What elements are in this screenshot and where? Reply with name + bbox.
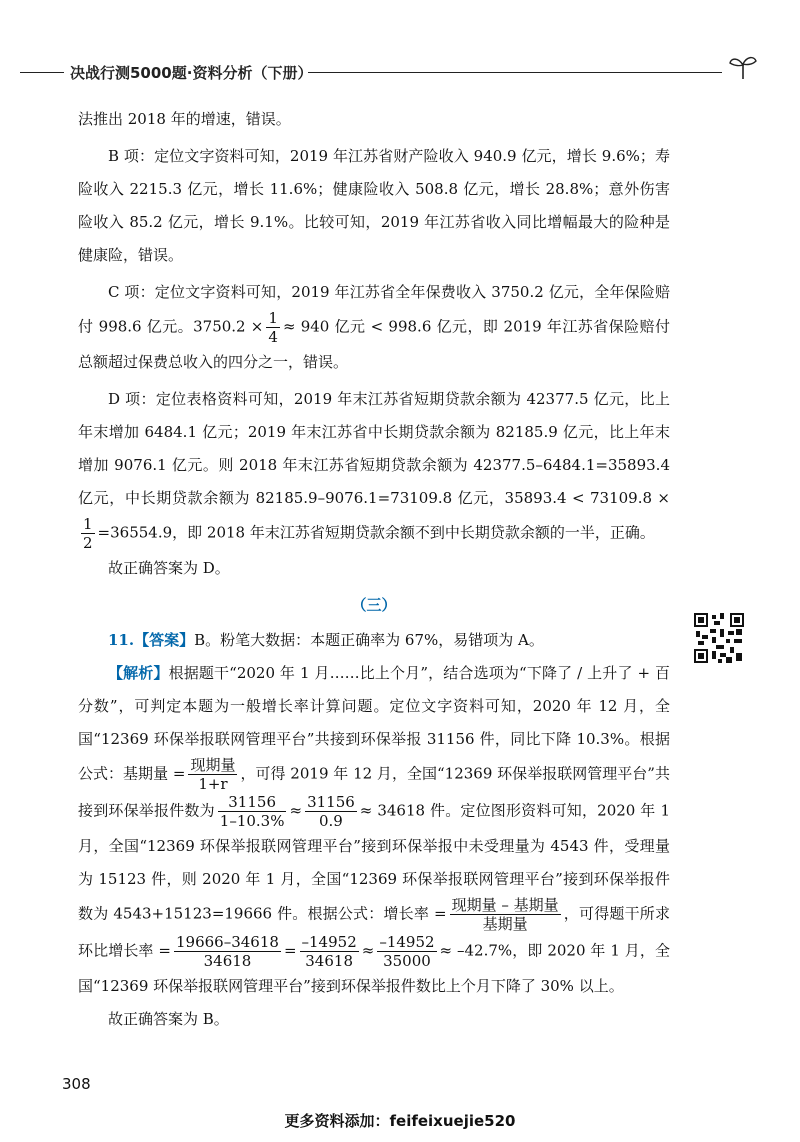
paragraph-option-d: [78, 383, 670, 552]
question-11-answer: [78, 624, 670, 657]
page-content: [78, 103, 670, 1036]
fraction-base-formula: $\frac{\text{现期量}}{1+r}$: [190, 756, 236, 793]
analysis-text-5: ≈ –42.7%，即 2020 年 1 月，全国“12369 环保举报联网管理平台”接到环保举报件数比上个月下降了 30% 以上。: [78, 941, 671, 995]
answer-d: 故正确答案为 D。: [108, 559, 230, 577]
header-title: 决战行测5000题·资料分析（下册）: [70, 64, 313, 82]
analysis-text-1: 根据题干“2020 年 1 月……比上个月”，结合选项为“下降了 / 上升了 + 百分数”，可判定本题为一般增长率计算问题。定位文字资料可知，2020 年 12 月，全国“12369 环保举报联网管理平台”共接到环保举报 31156 件，同比下降 10.3%。根据公式：基期量 =: [78, 664, 670, 783]
running-header: [0, 61, 800, 83]
fraction-one-half: $\frac{1}{2}$: [83, 515, 93, 552]
section-heading: （三）: [351, 596, 397, 614]
approx-symbol: ≈: [289, 801, 303, 820]
analysis-paragraph: [78, 657, 670, 1003]
analysis-text-4: ，可得题干所求环比增长率 =: [78, 904, 670, 960]
fraction-g2: $\frac{-14952}{34618}$: [301, 933, 357, 970]
header-rule-right: [308, 72, 722, 73]
footer-note: 更多资料添加：feifeixuejie520: [284, 1112, 516, 1130]
approx-symbol-2: ≈: [361, 941, 375, 960]
sprout-icon: [728, 53, 758, 81]
fraction-g1: $\frac{19666-34618}{34618}$: [176, 933, 279, 970]
fraction-g3: $\frac{-14952}{35000}$: [379, 933, 435, 970]
page-number: 308: [62, 1075, 91, 1093]
paragraph-option-b: B 项：定位文字资料可知，2019 年江苏省财产险收入 940.9 亿元，增长 9.6%；寿险收入 2215.3 亿元，增长 11.6%；健康险收入 508.8 亿元，增长 28.8%；意外伤害险收入 85.2 亿元，增长 9.1%。比较可知，2019 年江苏省收入同比增幅最大的险种是健康险，错误。: [78, 147, 670, 264]
fraction-one-quarter: $\frac{1}{4}$: [268, 309, 278, 346]
analysis-label: 【解析】: [108, 664, 169, 682]
option-d-text-2: =36554.9，即 2018 年末江苏省短期贷款余额不到中长期贷款余额的一半，正确。: [97, 523, 655, 542]
fraction-f2: $\frac{31156}{0.9}$: [307, 793, 355, 830]
paragraph-a-conclusion: 法推出 2018 年的增速，错误。: [78, 110, 291, 128]
qr-code-icon[interactable]: [694, 613, 744, 663]
answer-label: 11.【答案】: [108, 631, 195, 649]
analysis-text-3: ≈ 34618 件。定位图形资料可知，2020 年 1 月，全国“12369 环保举报联网管理平台”接到环保举报中未受理量为 4543 件，受理量为 15123 件，则 2020 年 1 月，全国“12369 环保举报联网管理平台”接到环保举报件数为 4543+15123=19666 件。根据公式：增长率 =: [78, 801, 670, 923]
answer-text: B。粉笔大数据：本题正确率为 67%，易错项为 A。: [194, 631, 544, 649]
paragraph-option-c: [78, 276, 670, 379]
option-d-text-1: D 项：定位表格资料可知，2019 年末江苏省短期贷款余额为 42377.5 亿元，比上年末增加 6484.1 亿元；2019 年末江苏省中长期贷款余额为 82185.9 亿元，比上年末增加 9076.1 亿元。则 2018 年末江苏省短期贷款余额为 42377.5–6484.1=35893.4 亿元，中长期贷款余额为 82185.9–9076.1=73109.8 亿元，35893.4 < 73109.8 ×: [78, 390, 670, 507]
answer-b: 故正确答案为 B。: [108, 1010, 229, 1028]
option-c-text-1: C 项：定位文字资料可知，2019 年江苏省全年保费收入 3750.2 亿元，全年保险赔付 998.6 亿元。3750.2 ×: [78, 283, 670, 336]
analysis-text-2: ，可得 2019 年 12 月，全国“12369 环保举报联网管理平台”共接到环保举报件数为: [78, 764, 670, 820]
header-rule-left: [20, 72, 64, 73]
fraction-growth-formula: $\frac{\text{现期量 – 基期量}}{\text{基期量}}$: [451, 896, 559, 933]
option-c-text-2: ≈ 940 亿元 < 998.6 亿元，即 2019 年江苏省保险赔付总额超过保费总收入的四分之一，错误。: [78, 317, 670, 371]
fraction-f1: $\frac{31156}{1-10.3\%}$: [219, 793, 285, 830]
equals-symbol: =: [283, 941, 297, 960]
